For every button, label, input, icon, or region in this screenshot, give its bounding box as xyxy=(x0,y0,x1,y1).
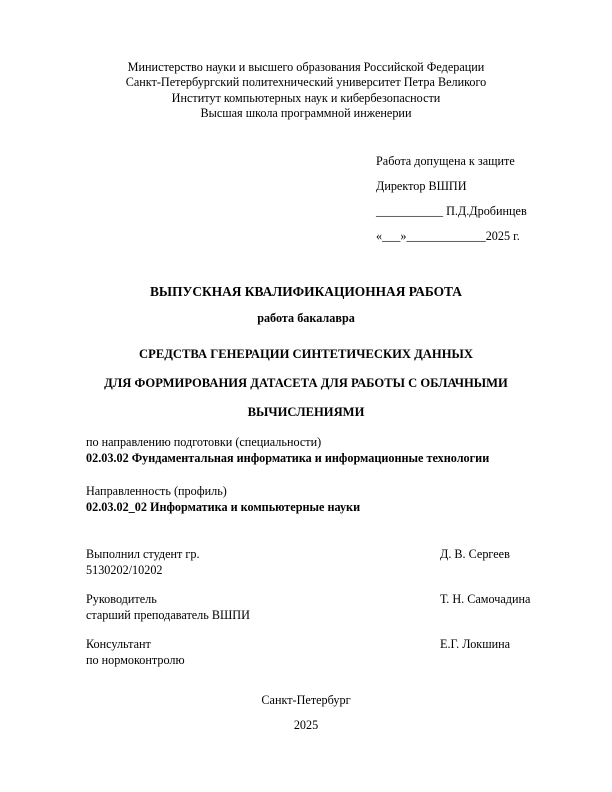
supervisor-title: старший преподаватель ВШПИ xyxy=(86,608,250,622)
approval-line-1: Работа допущена к защите xyxy=(376,154,515,168)
supervisor-role: Руководитель xyxy=(86,592,157,606)
approval-signature: ___________ П.Д.Дробинцев xyxy=(376,204,527,218)
university-line: Санкт-Петербургский политехнический университет Петра Великого xyxy=(125,75,487,89)
topic-line-3: ВЫЧИСЛЕНИЯМИ xyxy=(247,405,365,419)
approval-date: «___»_____________2025 г. xyxy=(376,229,520,243)
footer-city: Санкт-Петербург xyxy=(261,693,351,707)
ministry-line: Министерство науки и высшего образования Российской Федерации xyxy=(127,60,485,74)
school-line: Высшая школа программной инженерии xyxy=(200,106,412,120)
approval-line-2: Директор ВШПИ xyxy=(376,179,467,193)
profile-label: Направленность (профиль) xyxy=(86,484,227,498)
footer-year: 2025 xyxy=(293,718,319,732)
degree-subtitle: работа бакалавра xyxy=(257,311,355,325)
direction-value: 02.03.02 Фундаментальная информатика и информационные технологии xyxy=(86,451,490,465)
institute-line: Институт компьютерных наук и кибербезопасности xyxy=(171,91,441,105)
direction-label: по направлению подготовки (специальности) xyxy=(86,435,322,449)
consultant-name: Е.Г. Локшина xyxy=(440,637,511,651)
student-name: Д. В. Сергеев xyxy=(440,547,510,561)
profile-value: 02.03.02_02 Информатика и компьютерные науки xyxy=(86,500,361,514)
consultant-area: по нормоконтролю xyxy=(86,653,185,667)
supervisor-name: Т. Н. Самочадина xyxy=(440,592,531,606)
consultant-role: Консультант xyxy=(86,637,151,651)
work-type-title: ВЫПУСКНАЯ КВАЛИФИКАЦИОННАЯ РАБОТА xyxy=(150,284,462,299)
student-group: 5130202/10202 xyxy=(86,563,163,577)
topic-line-2: ДЛЯ ФОРМИРОВАНИЯ ДАТАСЕТА ДЛЯ РАБОТЫ С ОБЛАЧНЫМИ xyxy=(104,376,508,390)
student-role: Выполнил студент гр. xyxy=(86,547,200,561)
topic-line-1: СРЕДСТВА ГЕНЕРАЦИИ СИНТЕТИЧЕСКИХ ДАННЫХ xyxy=(139,347,473,361)
